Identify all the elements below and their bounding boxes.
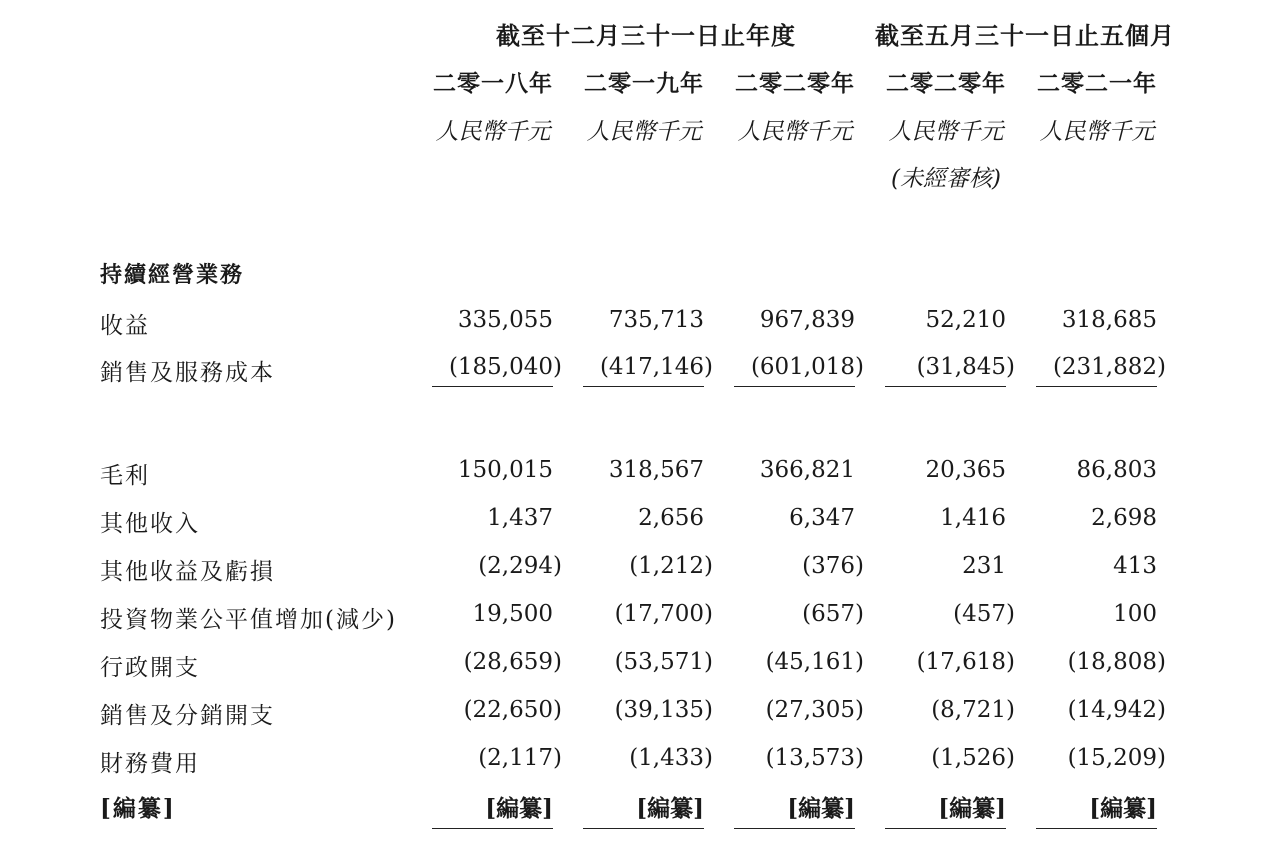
cell-value: (8,721) [931, 697, 1015, 723]
cell-value: (39,135) [614, 697, 713, 723]
cell-value: (2,117) [478, 745, 562, 771]
cell-value: (376) [802, 553, 864, 579]
cell-value: 2,656 [638, 505, 704, 531]
cell-value: [編纂] [485, 795, 553, 822]
cell-value: 318,567 [608, 457, 704, 483]
year-header-2020: 二零二零年 [735, 71, 855, 97]
year-header-2018: 二零一八年 [433, 71, 553, 97]
cell-value: 6,347 [789, 505, 855, 531]
cell-value: (1,433) [629, 745, 713, 771]
cell-value: 366,821 [759, 457, 855, 483]
unit-header-2020-5m: 人民幣千元 [888, 119, 1004, 145]
cell-value: (13,573) [765, 745, 864, 771]
cell-value: (28,659) [463, 649, 562, 675]
subtotal-rule [432, 386, 553, 387]
cell-value: (457) [953, 601, 1015, 627]
cell-value: 1,416 [940, 505, 1006, 531]
bottom-rule [734, 828, 855, 829]
cell-value: 86,803 [1076, 457, 1157, 483]
year-header-2020-5m: 二零二零年 [886, 71, 1006, 97]
cell-value: (417,146) [599, 354, 713, 380]
year-header-2021-5m: 二零二一年 [1037, 71, 1157, 97]
unit-header-2019: 人民幣千元 [586, 119, 702, 145]
row-label: 毛利 [100, 463, 150, 489]
section-title: 持續經營業務 [100, 263, 245, 288]
cell-value: (31,845) [916, 354, 1015, 380]
cell-value: 318,685 [1061, 307, 1157, 333]
cell-value: [編纂] [1089, 795, 1157, 822]
unit-header-2018: 人民幣千元 [435, 119, 551, 145]
cell-value: 2,698 [1091, 505, 1157, 531]
row-label: 財務費用 [100, 751, 200, 777]
row-label: 行政開支 [100, 655, 200, 681]
row-label: 銷售及分銷開支 [100, 703, 275, 729]
cell-value: 967,839 [759, 307, 855, 333]
cell-value: (15,209) [1067, 745, 1166, 771]
subtotal-rule [583, 386, 704, 387]
cell-value: (14,942) [1067, 697, 1166, 723]
unit-header-2020: 人民幣千元 [737, 119, 853, 145]
cell-value: (27,305) [765, 697, 864, 723]
group-heading-five-months: 截至五月三十一日止五個月 [875, 22, 1175, 50]
cell-value: (601,018) [750, 354, 864, 380]
cell-value: [編纂] [636, 795, 704, 822]
row-label: 投資物業公平值增加(減少) [100, 607, 397, 633]
bottom-rule [432, 828, 553, 829]
subtotal-rule [734, 386, 855, 387]
cell-value: (45,161) [765, 649, 864, 675]
cell-value: 19,500 [472, 601, 553, 627]
subtotal-rule [885, 386, 1006, 387]
cell-value: (1,526) [931, 745, 1015, 771]
year-header-2019: 二零一九年 [584, 71, 704, 97]
bottom-rule [885, 828, 1006, 829]
unit-header-2021-5m: 人民幣千元 [1039, 119, 1155, 145]
cell-value: (17,618) [916, 649, 1015, 675]
cell-value: 150,015 [457, 457, 553, 483]
cell-value: 52,210 [925, 307, 1006, 333]
cell-value: (17,700) [614, 601, 713, 627]
bottom-rule [583, 828, 704, 829]
cell-value: (22,650) [463, 697, 562, 723]
cell-value: (231,882) [1052, 354, 1166, 380]
cell-value: (657) [802, 601, 864, 627]
cell-value: (2,294) [478, 553, 562, 579]
unaudited-note: (未經審核) [891, 166, 1001, 192]
cell-value: 1,437 [487, 505, 553, 531]
cell-value: 335,055 [457, 307, 553, 333]
cell-value: [編纂] [787, 795, 855, 822]
cell-value: 413 [1113, 553, 1157, 579]
cell-value: 100 [1113, 601, 1157, 627]
row-label: 收益 [100, 313, 150, 339]
cell-value: (53,571) [614, 649, 713, 675]
cell-value: (1,212) [629, 553, 713, 579]
cell-value: [編纂] [938, 795, 1006, 822]
row-label: 其他收入 [100, 511, 200, 537]
group-heading-year: 截至十二月三十一日止年度 [496, 22, 796, 50]
cell-value: 231 [962, 553, 1006, 579]
row-label: [編纂] [100, 795, 176, 822]
cell-value: 735,713 [608, 307, 704, 333]
row-label: 其他收益及虧損 [100, 559, 275, 585]
cell-value: 20,365 [925, 457, 1006, 483]
cell-value: (185,040) [448, 354, 562, 380]
bottom-rule [1036, 828, 1157, 829]
row-label: 銷售及服務成本 [100, 360, 275, 386]
subtotal-rule [1036, 386, 1157, 387]
cell-value: (18,808) [1067, 649, 1166, 675]
